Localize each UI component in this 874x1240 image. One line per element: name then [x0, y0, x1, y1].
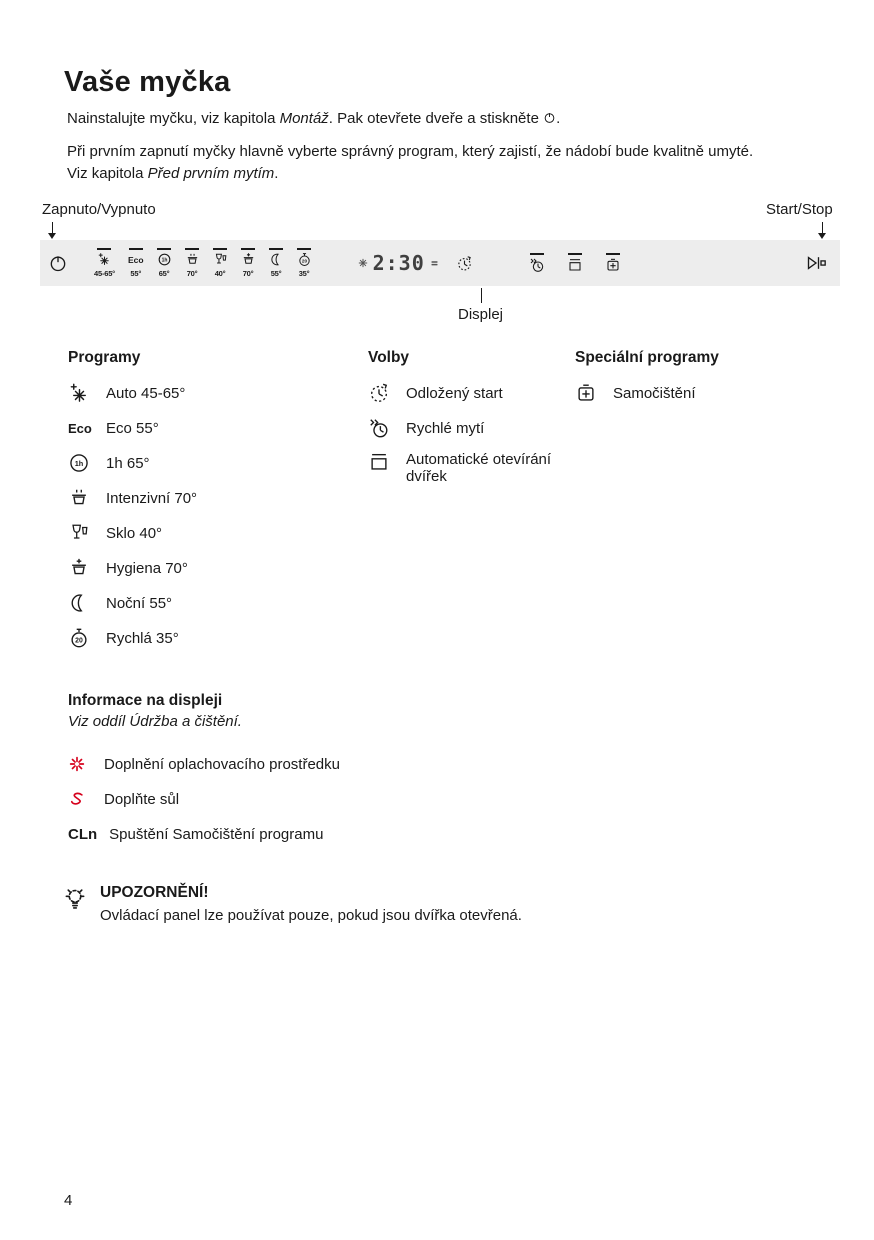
- power-callout-arrow: [48, 233, 56, 239]
- list-item: [368, 416, 568, 440]
- auto-program-icon: [97, 252, 112, 267]
- hygiene-program-icon: [68, 557, 90, 579]
- panel-program-group: [94, 248, 312, 278]
- touch-mark: [213, 248, 227, 250]
- panel-temp: 40°: [214, 269, 226, 278]
- list-item: [575, 381, 795, 405]
- display-time: 2:30: [372, 251, 425, 275]
- warning-text: Ovládací panel lze používat pouze, pokud jsou dvířka otevřená.: [100, 907, 522, 924]
- self-clean-icon: [575, 382, 597, 404]
- panel-display: [358, 251, 473, 275]
- salt-level-icon: [430, 259, 439, 268]
- delay-start-icon: [456, 255, 473, 272]
- list-item: [68, 787, 488, 811]
- program-label: Sklo 40°: [106, 524, 163, 542]
- start-callout-arrow: [818, 233, 826, 239]
- panel-program-hygiene: [241, 248, 256, 278]
- intro-p2-italic: Před prvním mytím: [147, 164, 275, 182]
- touch-mark: [97, 248, 111, 250]
- touch-mark: [606, 253, 620, 255]
- info-label: Doplnění oplachovacího prostředku: [104, 755, 340, 773]
- programs-title: Programy: [68, 349, 141, 366]
- intro-p2-text2: Viz kapitola: [67, 164, 148, 182]
- intro-p1-period: .: [556, 110, 561, 127]
- touch-mark: [157, 248, 171, 250]
- svg-text:20: 20: [75, 637, 83, 645]
- bulb-icon: [62, 886, 88, 912]
- display-callout-line: [481, 288, 482, 303]
- self-clean-icon: [605, 257, 621, 273]
- program-label: Noční 55°: [106, 594, 173, 612]
- display-info-title: Informace na displeji: [68, 692, 223, 709]
- quick-program-icon: [68, 627, 90, 649]
- intro-p2-text: Při prvním zapnutí myčky hlavně vyberte správný program, který zajistí, že nádobí bude kvalitně umyté.: [67, 143, 754, 160]
- panel-program-eco: [128, 248, 144, 278]
- list-item: [68, 556, 348, 580]
- start-callout-label: Start/Stop: [766, 201, 833, 218]
- glass-program-icon: [213, 252, 228, 267]
- program-label: Hygiena 70°: [106, 559, 188, 577]
- list-item: [68, 822, 488, 846]
- touch-mark: [530, 253, 544, 255]
- list-item: [68, 752, 488, 776]
- panel-option-self-clean: [605, 253, 621, 273]
- display-callout-label: Displej: [458, 306, 504, 323]
- panel-program-intensive: [185, 248, 200, 278]
- list-item: [68, 451, 348, 475]
- svg-text:1h: 1h: [74, 458, 84, 468]
- svg-text:20: 20: [301, 258, 307, 264]
- option-label: Automatické otevírání dvířek: [406, 451, 552, 485]
- quick-program-icon: [297, 252, 312, 267]
- program-label: Auto 45-65°: [106, 384, 186, 402]
- touch-mark: [129, 248, 143, 250]
- start-stop-icon: [804, 253, 828, 273]
- power-icon: [48, 253, 68, 273]
- options-title: Volby: [368, 349, 410, 366]
- panel-temp: 35°: [298, 269, 310, 278]
- night-program-icon: [269, 252, 284, 267]
- panel-temp: 70°: [186, 269, 198, 278]
- auto-door-open-icon: [567, 257, 583, 273]
- 1h-program-icon: [157, 252, 172, 267]
- warning-title: UPOZORNĚNÍ!: [100, 884, 209, 901]
- program-label: Eco 55°: [106, 419, 159, 437]
- intensive-program-icon: [185, 252, 200, 267]
- option-label: Odložený start: [406, 384, 503, 402]
- svg-text:1h: 1h: [161, 257, 167, 264]
- auto-program-icon: [68, 382, 91, 405]
- quick-wash-icon: [368, 417, 390, 439]
- warning-section: [62, 884, 702, 927]
- program-label: Rychlá 35°: [106, 629, 179, 647]
- cln-code: CLn: [68, 825, 98, 843]
- intro-p1-text: Nainstalujte myčku, viz kapitola: [67, 110, 280, 127]
- power-callout-label: Zapnuto/Vypnuto: [42, 201, 156, 218]
- intro-p1-text2: . Pak otevřete dveře a stiskněte: [328, 110, 544, 127]
- special-title: Speciální programy: [575, 349, 719, 366]
- intro-p1-italic: Montáž: [279, 110, 329, 127]
- panel-program-auto: [94, 248, 115, 278]
- page-number: 4: [64, 1192, 73, 1209]
- touch-mark: [297, 248, 311, 250]
- panel-option-quick-wash: [529, 253, 545, 273]
- touch-mark: [568, 253, 582, 255]
- display-info-subtitle: Viz oddíl Údržba a čištění.: [68, 713, 242, 730]
- control-panel: [40, 240, 840, 286]
- panel-program-night: [269, 248, 284, 278]
- list-item: [68, 626, 348, 650]
- panel-temp: 70°: [242, 269, 254, 278]
- touch-mark: [269, 248, 283, 250]
- hygiene-program-icon: [241, 252, 256, 267]
- 1h-program-icon: [68, 452, 90, 474]
- list-item: [68, 486, 348, 510]
- panel-program-1h: [157, 248, 172, 278]
- panel-temp: 55°: [130, 269, 142, 278]
- panel-program-glass: [213, 248, 228, 278]
- panel-temp: 55°: [270, 269, 282, 278]
- touch-mark: [241, 248, 255, 250]
- salt-icon: [68, 790, 86, 808]
- auto-door-open-icon: [368, 451, 390, 473]
- panel-temp: 65°: [158, 269, 170, 278]
- power-icon: [543, 111, 556, 124]
- list-item: [68, 416, 348, 440]
- night-program-icon: [68, 592, 90, 614]
- list-item: [368, 381, 568, 405]
- option-label: Rychlé mytí: [406, 419, 485, 437]
- list-item: [368, 451, 568, 485]
- intro-paragraph-1: [67, 108, 847, 130]
- panel-temp: 45-65°: [94, 269, 115, 278]
- rinse-aid-icon: [68, 755, 86, 773]
- intro-paragraph-2: [67, 141, 847, 185]
- delay-start-icon: [368, 382, 390, 404]
- program-label: 1h 65°: [106, 454, 150, 472]
- display-info-section: [68, 692, 488, 857]
- eco-program-icon: Eco: [68, 420, 92, 436]
- glass-program-icon: [68, 522, 90, 544]
- special-section: [575, 349, 795, 416]
- panel-program-quick: [297, 248, 312, 278]
- list-item: [68, 521, 348, 545]
- snowflake-icon: [358, 258, 368, 268]
- panel-option-group: [529, 253, 621, 273]
- list-item: [68, 591, 348, 615]
- programs-section: [68, 349, 348, 661]
- info-label: Spuštění Samočištění programu: [109, 825, 324, 843]
- options-section: [368, 349, 568, 496]
- eco-program-icon: Eco: [127, 254, 144, 265]
- intro-p2-period: .: [274, 164, 279, 182]
- panel-option-auto-door: [567, 253, 583, 273]
- page-title: Vaše myčka: [64, 66, 231, 98]
- quick-wash-icon: [529, 257, 545, 273]
- list-item: [68, 381, 348, 405]
- touch-mark: [185, 248, 199, 250]
- program-label: Intenzivní 70°: [106, 489, 198, 507]
- special-label: Samočištění: [613, 384, 696, 402]
- intensive-program-icon: [68, 487, 90, 509]
- info-label: Doplňte sůl: [104, 790, 180, 808]
